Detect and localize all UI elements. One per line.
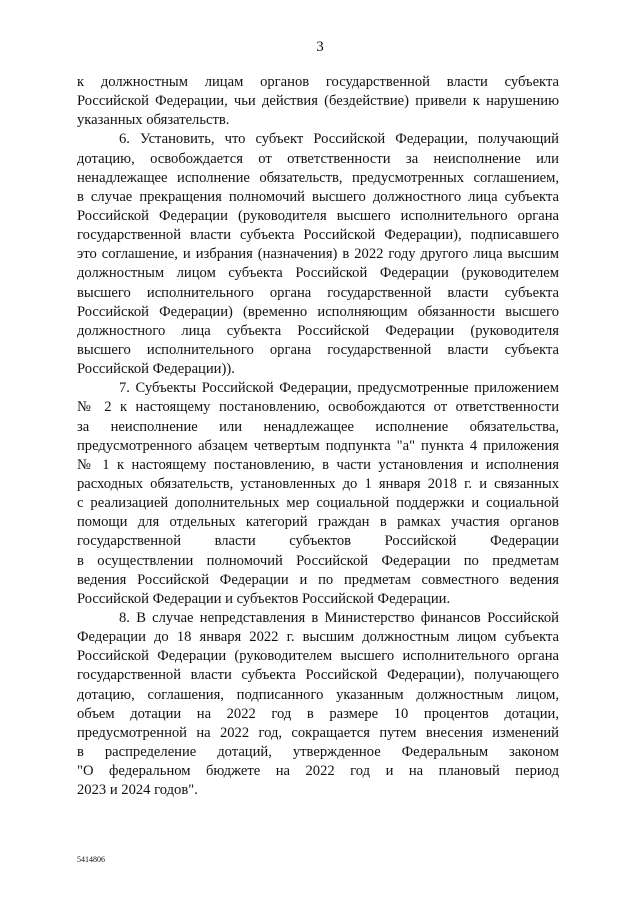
text-line: в распределение дотаций, утвержденное Федеральным законом <box>77 743 559 760</box>
text-line: в случае прекращения полномочий высшего должностного лица субъекта <box>77 188 559 205</box>
text-line: Российской Федерации (руководителем высшего исполнительного органа <box>77 648 559 665</box>
text-line: расходных обязательств, установленных до 1 января 2018 г. и связанных <box>77 475 559 492</box>
text-line: Российской Федерации) (временно исполняющим обязанности высшего <box>77 303 559 320</box>
text-line: Федерации до 18 января 2022 г. высшим должностным лицом субъекта <box>77 629 559 646</box>
text-line: № 1 к настоящему постановлению, в части установления и исполнения <box>77 456 559 473</box>
text-line: помощи для отдельных категорий граждан в рамках участия органов <box>77 514 559 531</box>
text-line: это соглашение, и избрания (назначения) в 2022 году другого лица высшим <box>77 246 559 263</box>
paragraph <box>77 73 559 130</box>
text-line: ведения Российской Федерации и по предметам совместного ведения <box>77 571 559 588</box>
paragraph <box>77 130 559 379</box>
text-line: к должностным лицам органов государственной власти субъекта <box>77 74 559 90</box>
text-line: государственной власти субъектов Российской Федерации <box>77 533 559 550</box>
text-line: предусмотренной на 2022 год, сокращается путем внесения изменений <box>77 724 559 741</box>
text-line: высшего исполнительного органа государственной власти субъекта <box>77 341 559 358</box>
text-line: государственной власти субъекта Российской Федерации), получающего <box>77 667 559 684</box>
text-line: 8. В случае непредставления в Министерство финансов Российской <box>119 609 559 626</box>
document-body <box>77 73 559 800</box>
text-line: Российской Федерации)). <box>77 361 235 378</box>
text-line: Российской Федерации и субъектов Российской Федерации. <box>77 590 451 607</box>
text-line: Российской Федерации (руководителя высшего исполнительного органа <box>77 207 559 224</box>
text-line: № 2 к настоящему постановлению, освобождаются от ответственности <box>77 399 559 416</box>
text-line: государственной власти субъекта Российской Федерации), подписавшего <box>77 227 559 244</box>
page-number: 3 <box>316 39 324 55</box>
text-line: должностным лицом субъекта Российской Федерации (руководителем <box>77 265 559 282</box>
text-line: предусмотренного абзацем четвертым подпункта "а" пункта 4 приложения <box>77 437 559 454</box>
text-line: объем дотации на 2022 год в размере 10 процентов дотации, <box>77 705 559 722</box>
paragraph <box>77 609 559 800</box>
text-line: 2023 и 2024 годов". <box>77 782 198 799</box>
text-line: с реализацией дополнительных мер социальной поддержки и социальной <box>77 495 559 512</box>
text-line: за неисполнение или ненадлежащее исполнение обязательства, <box>77 418 559 435</box>
text-line: ненадлежащее исполнение обязательств, предусмотренных соглашением, <box>77 169 559 186</box>
text-line: "О федеральном бюджете на 2022 год и на плановый период <box>77 763 559 780</box>
text-line: 7. Субъекты Российской Федерации, предусмотренные приложением <box>119 380 559 397</box>
document-id: 5414806 <box>77 855 105 864</box>
text-line: дотацию, освобождается от ответственности за неисполнение или <box>77 150 559 167</box>
text-line: указанных обязательств. <box>77 112 230 129</box>
text-line: 6. Установить, что субъект Российской Федерации, получающий <box>119 131 559 148</box>
text-line: Российской Федерации, чьи действия (бездействие) привели к нарушению <box>77 93 559 110</box>
text-line: должностного лица субъекта Российской Федерации (руководителя <box>77 322 559 339</box>
text-line: в осуществлении полномочий Российской Федерации по предметам <box>77 552 559 569</box>
text-line: высшего исполнительного органа государственной власти субъекта <box>77 284 559 301</box>
paragraph <box>77 379 559 609</box>
text-line: дотацию, соглашения, подписанного указанным должностным лицом, <box>77 686 559 703</box>
